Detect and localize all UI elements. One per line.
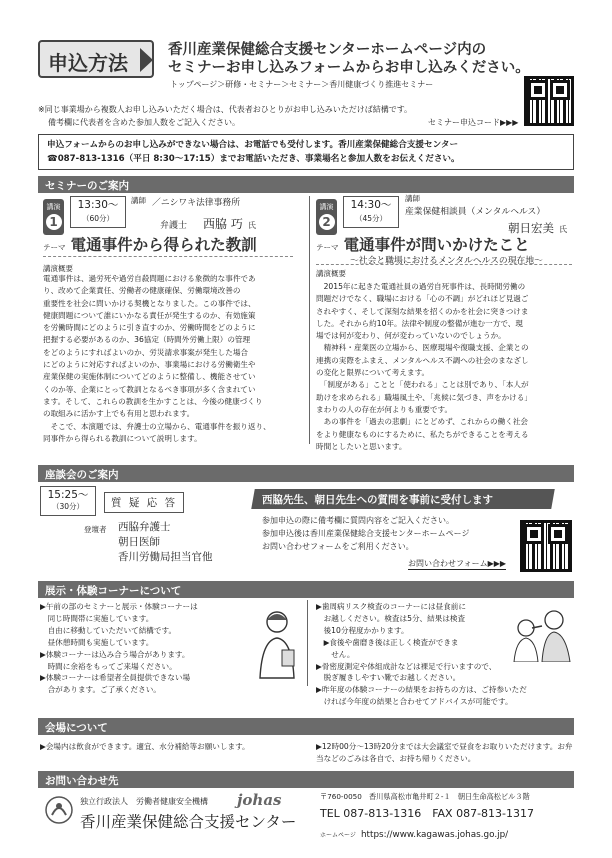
venue-right: ▶12時00分〜13時20分までは大会議室で昼食をお取りいただけます。お弁当などのごみは各自で、お持ち帰りください。 (316, 742, 573, 763)
section-discussion: 座談会のご案内 (38, 465, 574, 482)
lecture-2-theme: テーマ 電通事件が問いかけたこと (316, 236, 530, 254)
contact-address: 〒760-0050 香川県高松市亀井町２-１ 朝日生命高松ビル３階 (320, 792, 530, 801)
exhibit-right-list: ▶歯周病リスク検査のコーナーには昼食前に お越しください。検査は5分、結果は検査 後10分程度かかります。 ▶食後や歯磨き後は正しく検査ができま せん。 ▶骨密度測定や体組成計などは裸足で行いますので、 脱ぎ履きしやすい靴でお越しください。 ▶昨年度の体験コーナーの結果をお持ちの方は、ご持参いただ ければ今年度の結果と合わせてアドバイスが可能です。 (316, 602, 527, 707)
lecture-1-time: 13:30〜 （60分） (70, 196, 126, 228)
speaker-1: 西脇弁護士 (118, 521, 171, 533)
lecture-1-lecturer-label: 講師 (131, 196, 146, 205)
org-type: 独立行政法人 労働者健康安全機構 (80, 797, 208, 806)
speaker-3: 香川労働局担当官他 (118, 551, 213, 563)
lecture-1-name: 弁護士 西脇 巧 氏 (160, 217, 256, 231)
breadcrumb: トップページ＞研修・セミナー＞セミナー＞香川健康づくり推進セミナー (170, 80, 434, 89)
apply-method-badge: 申込方法 (38, 40, 154, 78)
section-venue: 会場について (38, 718, 574, 735)
discussion-time: 15:25〜 （30分） (40, 486, 96, 516)
discussion-text-1: 参加申込の際に備考欄に質問内容をご記入ください。 (262, 516, 454, 525)
note-1: ※同じ事業場から複数人お申し込みいただく場合は、代表者おひとりがお申し込みいただけば結構です。 (38, 105, 413, 114)
contact-phone: TEL 087-813-1316 FAX 087-813-1317 (320, 807, 535, 820)
qa-label: 質 疑 応 答 (104, 492, 184, 513)
contact-url: ホームページ https://www.kagawas.johas.go.jp/ (320, 830, 509, 840)
arrow-right-icon (140, 48, 153, 72)
section-exhibit: 展示・体験コーナーについて (38, 581, 574, 598)
exhibit-left-list: ▶午前の部のセミナーと展示・体験コーナーは 同じ時間帯に実施しています。 自由に移動していただいて結構です。 昼休憩時間も実施しています。 ▶体験コーナーは込み合う場合があります。 時間に余裕をもってご来場ください。 ▶体験コーナーは希望者全員提供できない場 合があります。ご了承ください。 (40, 602, 198, 695)
section-seminar: セミナーのご案内 (38, 176, 574, 193)
lecture-2-tag: 講演 2 (316, 199, 337, 235)
inquiry-form-link[interactable]: お問い合わせフォーム▶▶▶ (408, 559, 507, 568)
staff-illustration (252, 608, 302, 680)
johas-logo: johas (237, 791, 282, 809)
lecture-1-summary-label: 講演概要 (43, 264, 73, 273)
org-name: 香川産業保健総合支援センター (80, 813, 297, 831)
phone-box-line1: 申込フォームからのお申し込みができない場合は、お電話でも受付します。香川産業保健総合支援センター (47, 140, 459, 150)
lecture-2-org: 産業保健相談員（メンタルヘルス） (405, 207, 546, 217)
speakers-label: 登壇者 (84, 525, 107, 534)
discussion-text-2: 参加申込後は香川産業保健総合支援センターホームページ (262, 529, 470, 538)
qr-code-inquiry[interactable] (520, 520, 572, 572)
lecture-2-time: 14:30〜 （45分） (343, 196, 399, 228)
organization-logo-icon (44, 795, 74, 825)
lecture-2-summary-label: 講演概要 (316, 269, 346, 278)
discussion-text-3: お問い合わせフォームをご利用ください。 (262, 542, 414, 551)
venue-left: ▶会場内は飲食ができます。適宜、水分補給等お願いします。 (40, 742, 250, 751)
lecture-2-subtitle: 〜社会と職場におけるメンタルヘルスの現在地〜 (350, 256, 543, 266)
lecture-1-body: 電通事件は、過労死や過労自殺問題における象徴的な事件であ り、改めて企業責任、労働者の健康確保、労働環境改善の 重要性を社会に問いかける契機となりました。この事件では、 健康問題について誰にいかなる責任が発生するのか、有効施策 を労働時間にどのように引き直すのか、労働時間をどのように 把握する必要があるのか、36協定（時間外労働上限）の管理 をどのようにすればよいのか、労災請求事案が発生した場合 にどのように対応すればよいのか、事業場における労働衛生や 産業保健の実施体制についてどのように整備し、機能させてい くのか等、企業にとって教訓となるべき事項が多く含まれてい ます。そして、これらの教訓を生かすことは、今後の健康づくり の取組みに活かす上でも有用と思われます。 そこで、本演題では、弁護士の立場から、電通事件を振り返り、 同事件から得られる教訓について説明します。 (43, 274, 271, 443)
lecture-2-lecturer-label: 講師 (405, 194, 420, 203)
header-title-2: セミナーお申し込みフォームからお申し込みください。 (168, 60, 530, 76)
note-2: 備考欄に代表者を含めた参加人数をご記入ください。 (48, 118, 240, 127)
lecture-1-org: ／ニシワキ法律事務所 (152, 198, 240, 208)
phone-box (38, 134, 574, 170)
dental-check-illustration (512, 602, 574, 662)
lecture-1-tag: 講演 1 (43, 199, 64, 235)
lecture-2-name: 朝日宏美 氏 (508, 221, 568, 235)
speaker-2: 朝日医師 (118, 536, 160, 548)
lecture-2-body: 2015年に起きた電通社員の過労自死事件は、長時間労働の 問題だけでなく、職場における「心の不調」がどれほど見過ご されやすく、そして深刻な結果を招くのかを社会に突きつけま した。それから約10年。法律や制度の整備が進む一方で、現 場では何が変わり、何が変わっていないのでしょうか。 精神科・産業医の立場から、医療現場や復職支援、企業との 連携の実際をふまえ、メンタルヘルス不調への社会のまなざし の変化と限界について考えます。 「制度がある」ことと「使われる」ことは別であり、「本人が 助けを求められる」職場風土や、「兆候に気づき、声をかける」 まわりの人の存在が何よりも重要です。 あの事件を「過去の悲劇」にとどめず、これからの働く社会 をより健康なものにするために、私たちができることを考える 時間としたいと思います。 (316, 282, 532, 451)
phone-box-line2: ☎087-813-1316（平日 8:30〜17:15）までお電話いただき、事業場名と参加人数をお伝えください。 (47, 154, 460, 164)
seminar-code-label: セミナー申込コード▶▶▶ (428, 118, 519, 127)
question-banner-text: 西脇先生、朝日先生への質問を事前に受付します (262, 494, 493, 506)
lecture-1-theme: テーマ 電通事件から得られた教訓 (43, 236, 257, 254)
qr-code-seminar[interactable] (524, 76, 574, 126)
section-contact: お問い合わせ先 (38, 771, 574, 788)
header-title-1: 香川産業保健総合支援センターホームページ内の (168, 42, 487, 58)
